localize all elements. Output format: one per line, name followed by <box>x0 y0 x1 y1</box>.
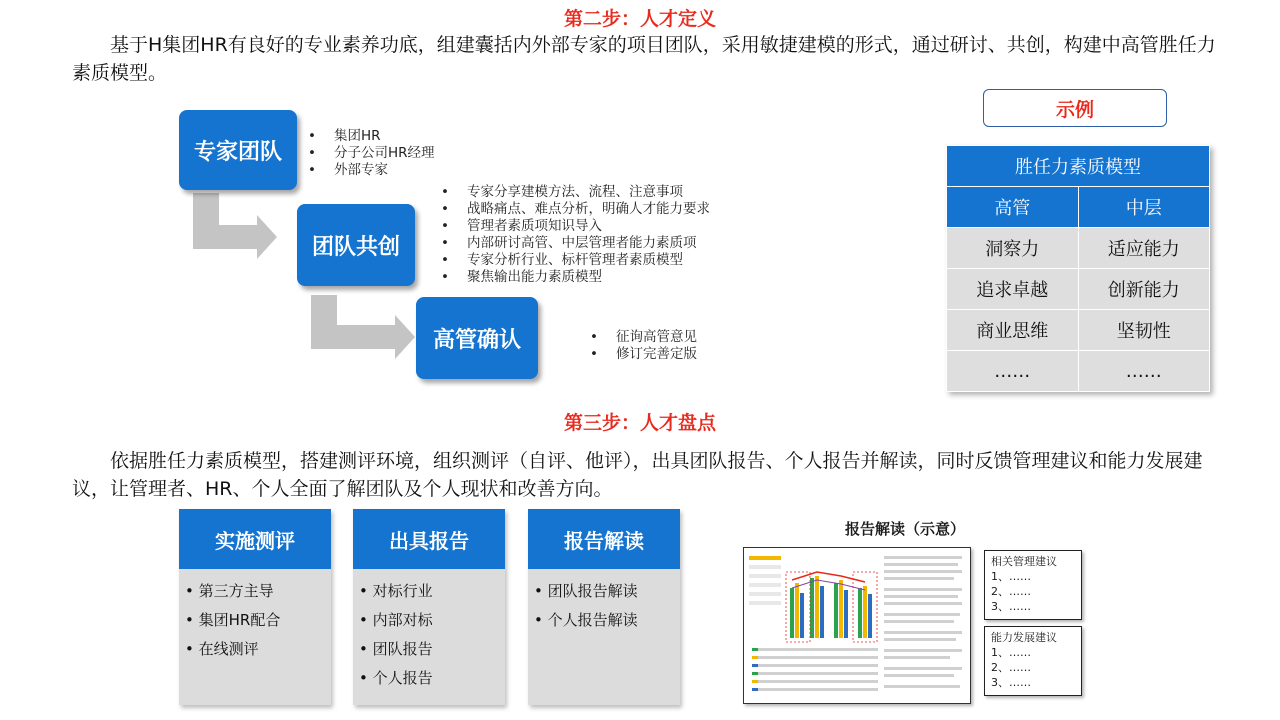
co-creation-bullets <box>441 184 710 286</box>
table-cell: 坚韧性 <box>1078 310 1210 351</box>
table-row <box>947 310 1210 351</box>
flow-step-exec-confirm: 高管确认 <box>416 297 538 379</box>
list-item: • 内部对标 <box>359 606 505 635</box>
column-header: 中层 <box>1078 187 1210 228</box>
list-item: • 集团HR配合 <box>185 606 331 635</box>
table-cell: 创新能力 <box>1078 269 1210 310</box>
table-row <box>947 269 1210 310</box>
step3-title: 第三步：人才盘点 <box>563 412 716 434</box>
table-cell: 追求卓越 <box>947 269 1079 310</box>
step2-title: 第二步：人才定义 <box>563 8 716 30</box>
exec-confirm-bullets <box>590 329 697 363</box>
note-item: 3、…… <box>991 676 1031 689</box>
table-cell: …… <box>1078 351 1210 392</box>
example-label: 示例 <box>983 89 1167 127</box>
table-cell: 商业思维 <box>947 310 1079 351</box>
card-assessment <box>179 509 331 705</box>
report-thumbnail <box>743 547 971 704</box>
list-item: • 专家分享建模方法、流程、注意事项 <box>441 184 710 201</box>
column-header: 高管 <box>947 187 1079 228</box>
list-item: • 分子公司HR经理 <box>308 145 435 162</box>
step3-paragraph: 依据胜任力素质模型，搭建测评环境，组织测评（自评、他评），出具团队报告、个人报告并解读，同时反馈管理建议和能力发展建议，让管理者、HR、个人全面了解团队及个人现状和改善方向。 <box>72 450 1203 500</box>
note-item: 1、…… <box>991 646 1031 659</box>
table-row <box>947 351 1210 392</box>
list-item: • 聚焦输出能力素质模型 <box>441 269 710 286</box>
flow-arrow-1 <box>193 193 277 259</box>
note-item: 1、…… <box>991 570 1031 583</box>
flow-step-expert-team: 专家团队 <box>179 110 297 190</box>
list-item: • 外部专家 <box>308 162 435 179</box>
card-interpretation <box>528 509 680 705</box>
management-advice-note <box>984 550 1082 620</box>
table-row <box>947 228 1210 269</box>
list-item: • 内部研讨高管、中层管理者能力素质项 <box>441 235 710 252</box>
list-item: • 战略痛点、难点分析，明确人才能力要求 <box>441 201 710 218</box>
note-item: 2、…… <box>991 585 1031 598</box>
list-item: • 个人报告解读 <box>534 606 680 635</box>
card-title: 出具报告 <box>353 509 505 569</box>
note-item: 3、…… <box>991 600 1031 613</box>
table-cell: 适应能力 <box>1078 228 1210 269</box>
competency-model-table <box>946 145 1210 392</box>
list-item: • 在线测评 <box>185 635 331 664</box>
report-title: 报告解读（示意） <box>844 520 965 538</box>
table-title: 胜任力素质模型 <box>947 146 1210 187</box>
list-item: • 修订完善定版 <box>590 346 697 363</box>
report-thumbnail-graphic <box>744 548 970 703</box>
note-title: 相关管理建议 <box>991 555 1057 568</box>
development-advice-note <box>984 626 1082 696</box>
flow-arrow-2 <box>311 295 415 359</box>
table-cell: …… <box>947 351 1079 392</box>
list-item: • 集团HR <box>308 128 435 145</box>
card-report <box>353 509 505 705</box>
list-item: • 专家分析行业、标杆管理者素质模型 <box>441 252 710 269</box>
table-cell: 洞察力 <box>947 228 1079 269</box>
flow-step-co-creation: 团队共创 <box>297 204 415 286</box>
card-title: 实施测评 <box>179 509 331 569</box>
step2-paragraph: 基于H集团HR有良好的专业素养功底，组建囊括内外部专家的项目团队，采用敏捷建模的形式，通过研讨、共创，构建中高管胜任力素质模型。 <box>72 34 1216 84</box>
list-item: • 管理者素质项知识导入 <box>441 218 710 235</box>
list-item: • 第三方主导 <box>185 577 331 606</box>
list-item: • 团队报告解读 <box>534 577 680 606</box>
expert-team-bullets <box>308 128 435 179</box>
card-title: 报告解读 <box>528 509 680 569</box>
note-item: 2、…… <box>991 661 1031 674</box>
list-item: • 个人报告 <box>359 664 505 693</box>
list-item: • 团队报告 <box>359 635 505 664</box>
list-item: • 对标行业 <box>359 577 505 606</box>
list-item: • 征询高管意见 <box>590 329 697 346</box>
note-title: 能力发展建议 <box>991 631 1057 644</box>
